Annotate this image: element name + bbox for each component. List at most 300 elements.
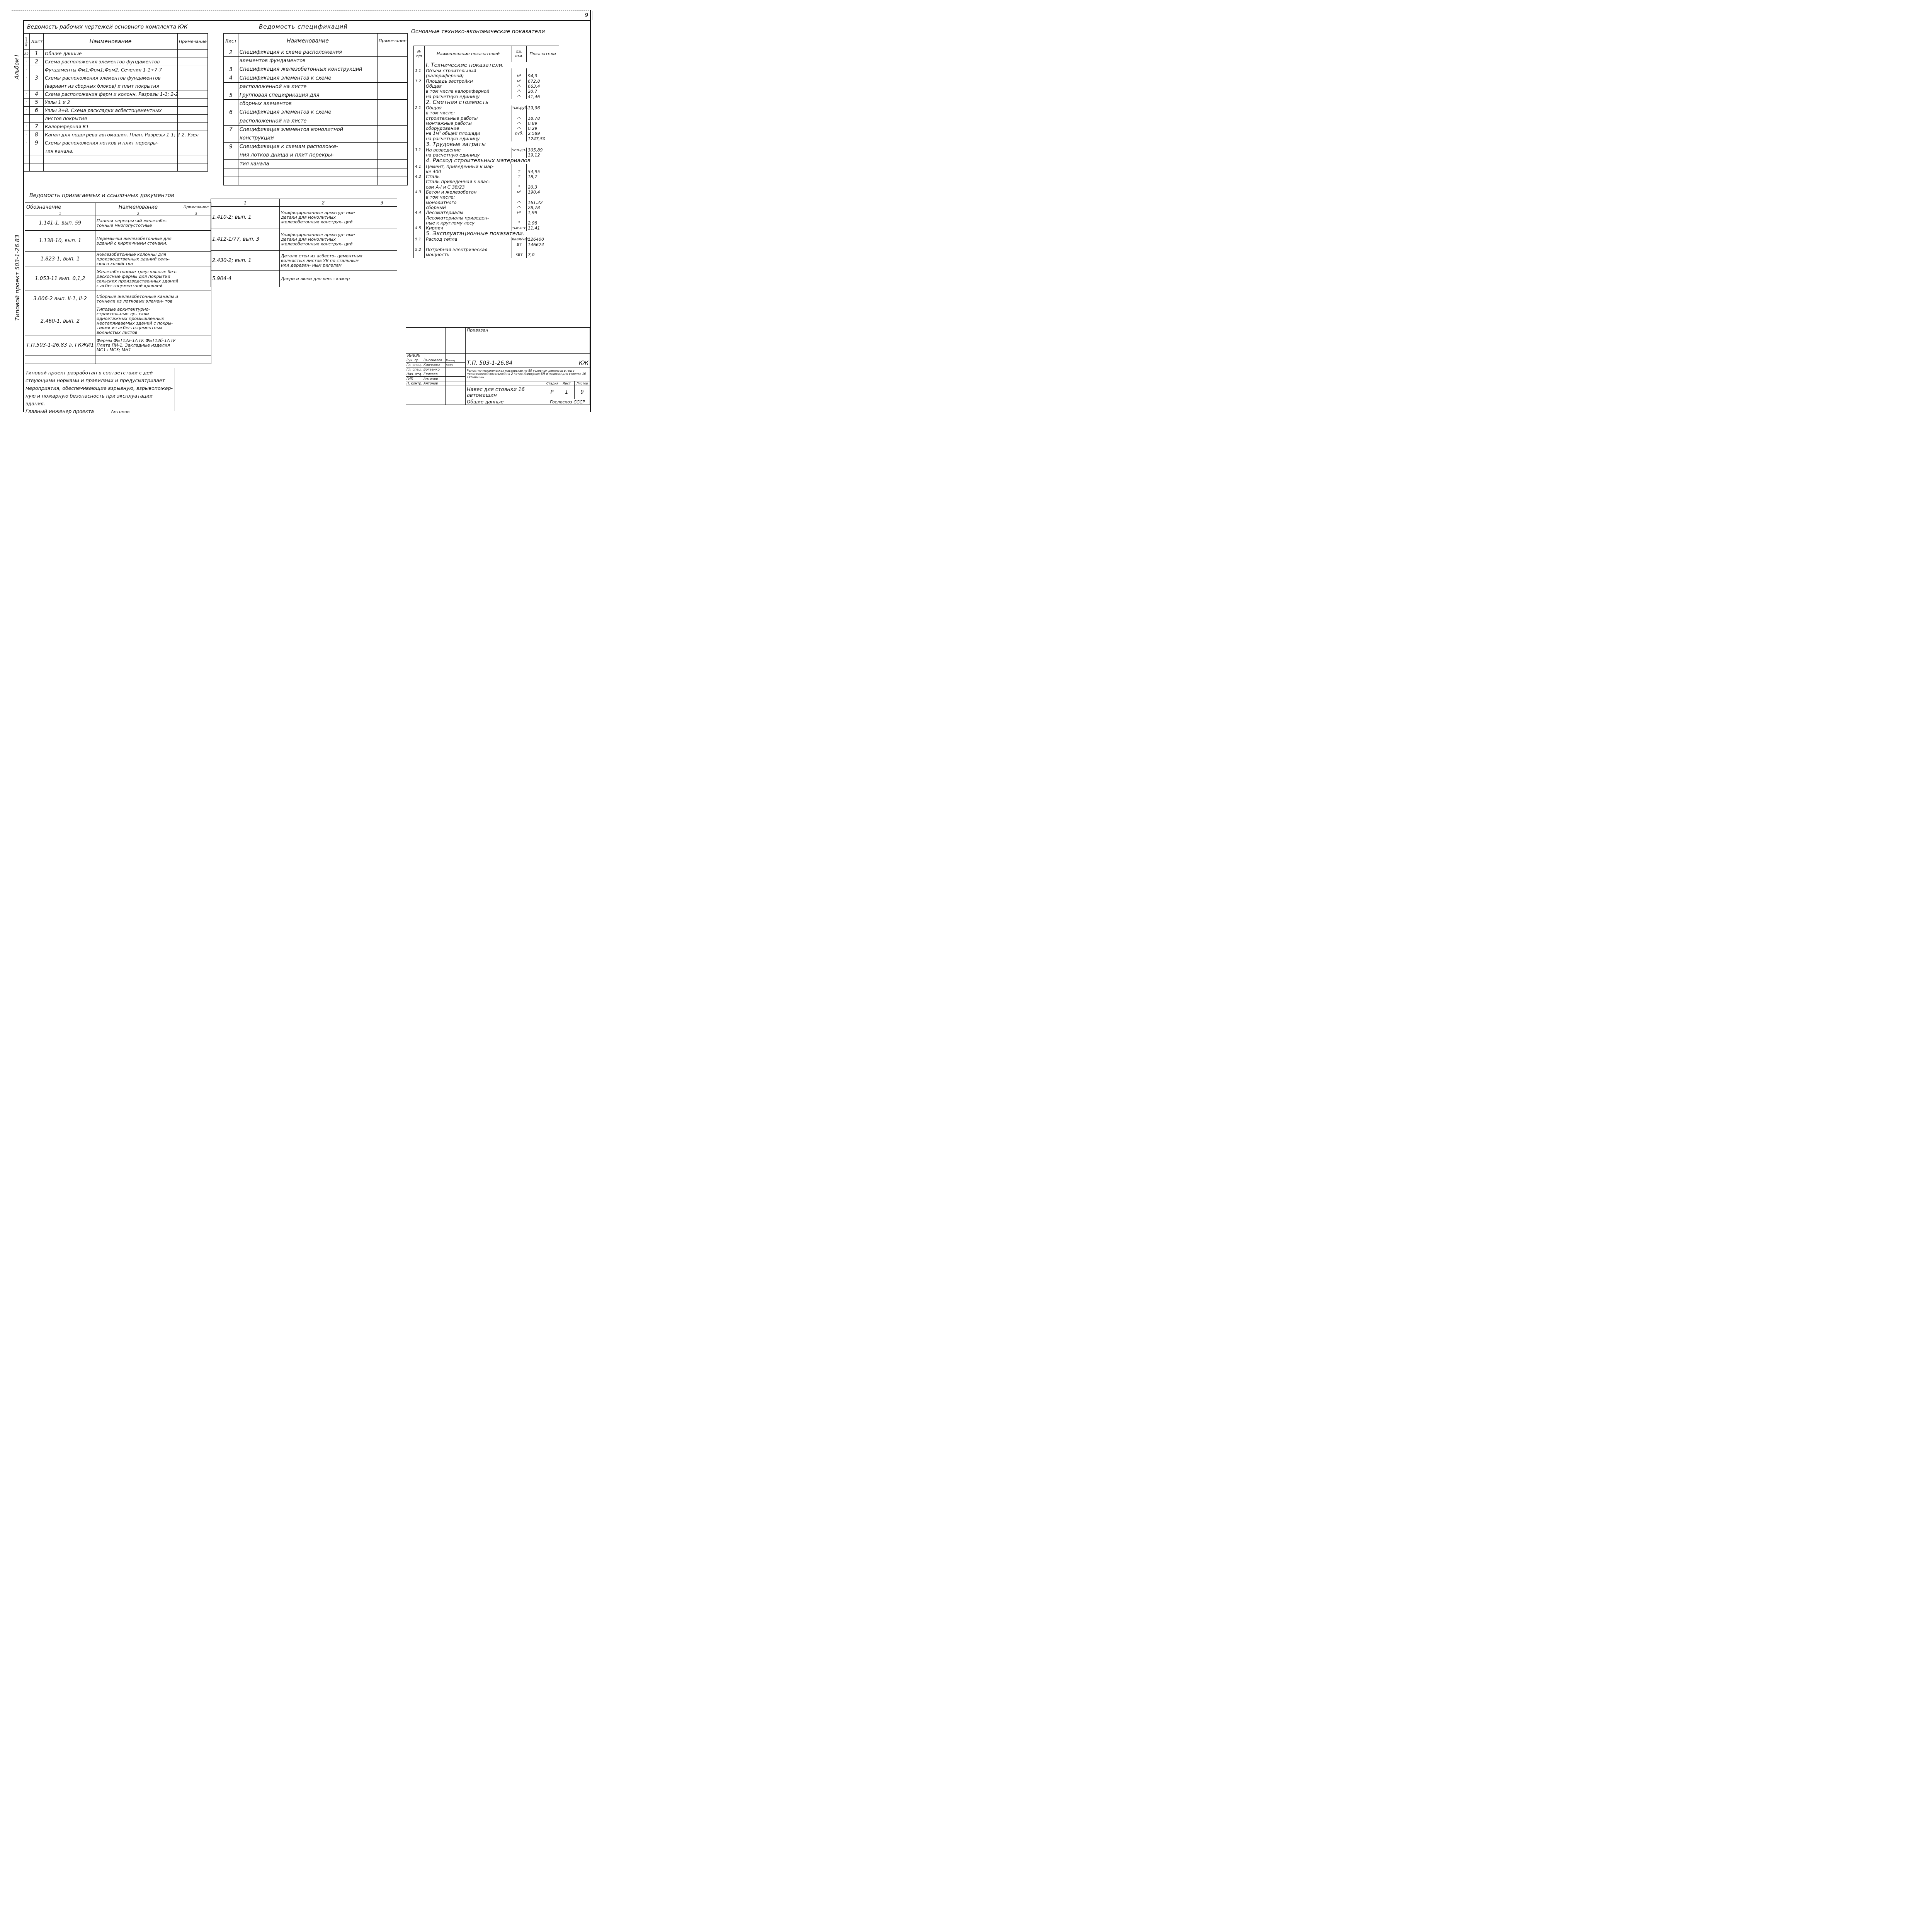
refdocs-row	[25, 216, 211, 231]
refdocs-code: Т.П.503-1-26.83 а. I КЖИ1	[25, 335, 95, 355]
indicators-value	[527, 215, 559, 220]
specs-name: расположенной на листе	[238, 82, 378, 91]
signature-row	[406, 358, 590, 363]
specs-name: Спецификация к схемам расположе-	[238, 143, 378, 151]
indicators-section	[414, 231, 559, 237]
specs-name: Спецификация элементов к схеме	[238, 74, 378, 82]
refdocs-right-note	[367, 251, 397, 271]
specs-sheet: 5	[224, 91, 238, 99]
drawings-note	[178, 66, 208, 74]
specs-row	[224, 91, 408, 99]
title-block	[406, 327, 590, 405]
drawings-row	[24, 131, 208, 139]
indicators-header-unit: Ед. изм.	[512, 46, 527, 62]
indicators-unit: -"-	[512, 126, 527, 131]
indicators-num	[414, 205, 425, 210]
specs-note	[378, 100, 408, 108]
refdocs-code: 1.053-11 вып. 0,1,2	[25, 267, 95, 291]
sheets-label: Листов	[575, 381, 590, 386]
indicators-name: Расход тепла	[425, 237, 512, 242]
indicators-row	[414, 153, 559, 158]
indicators-unit: чел.дн.	[512, 148, 526, 152]
drawings-name: Схема расположения ферм и колонн. Разрезы 1-1; 2-2	[44, 90, 178, 99]
specs-name	[238, 177, 378, 185]
indicators-name: Кирпич	[425, 226, 512, 231]
indicators-value	[527, 164, 559, 169]
drawing-sheet	[0, 0, 604, 425]
indicators-name: (калориферной)	[425, 73, 512, 78]
specs-note	[378, 160, 408, 168]
drawings-note	[178, 58, 208, 66]
drawings-row	[24, 82, 208, 90]
indicators-num: 5.2	[414, 247, 425, 252]
indicators-unit: "	[512, 185, 527, 190]
indicators-num: 2.1	[414, 105, 425, 111]
indicators-value: 126400	[527, 237, 559, 242]
specs-note	[378, 65, 408, 74]
refdocs-code: 1.138-10, вып. 1	[25, 231, 95, 252]
indicators-row	[414, 89, 559, 94]
specs-row	[224, 100, 408, 108]
indicators-value: 18,7	[527, 174, 559, 179]
indicators-unit	[512, 179, 527, 184]
refdocs-right-colnum-3: 3	[367, 199, 397, 207]
drawings-sheet: 2	[30, 58, 44, 66]
indicators-row	[414, 185, 559, 190]
indicators-row	[414, 252, 559, 257]
indicators-row	[414, 84, 559, 89]
signature-role: Рук. гр.	[406, 358, 423, 363]
drawings-name: (вариант из сборных блоков) и плит покрытия	[44, 82, 178, 90]
indicators-row	[414, 190, 559, 195]
specs-name: Спецификация элементов монолитной	[238, 125, 378, 134]
specs-name: расположенной на листе	[238, 117, 378, 125]
side-album-label: Альбом I	[14, 54, 20, 79]
signature-name: Богаенко	[423, 367, 446, 372]
indicators-unit: м³	[512, 190, 527, 195]
indicators-num	[414, 73, 425, 78]
drawings-row	[24, 123, 208, 131]
indicators-header-value: Показатели	[527, 46, 559, 62]
drawings-name: Фундаменты Фм1;Фом1;Фом2. Сечения 1-1÷7-7	[44, 66, 178, 74]
specs-note	[378, 168, 408, 177]
indicators-name: монтажные работы	[425, 121, 512, 126]
refdocs-note	[181, 291, 211, 307]
indicators-num	[414, 116, 425, 121]
indicators-row	[414, 126, 559, 131]
specs-row	[224, 177, 408, 185]
specs-note	[378, 125, 408, 134]
refdocs-row	[25, 267, 211, 291]
indicators-value: 54,95	[527, 169, 559, 174]
drawings-row	[24, 115, 208, 123]
indicators-value	[527, 68, 559, 73]
drawings-name: Схема расположения элементов фундаментов	[44, 58, 178, 66]
drawings-note	[178, 123, 208, 131]
specs-header-sheet: Лист	[224, 34, 238, 48]
specs-sheet: 4	[224, 74, 238, 82]
signature-mark: Высоц	[446, 358, 457, 363]
drawings-note	[178, 115, 208, 123]
specs-row	[224, 65, 408, 74]
indicators-name: Цемент, приведенный к мар-	[425, 164, 512, 169]
indicators-num	[414, 179, 425, 184]
indicators-name: Сталь приведенная к клас-	[425, 179, 512, 184]
indicators-num: 4.5	[414, 226, 425, 231]
indicators-unit	[512, 136, 527, 141]
project-code: Т.П. 503-1-26.84	[467, 360, 513, 366]
indicators-unit: -"-	[512, 84, 527, 89]
signature-name: Клочкова	[423, 363, 446, 367]
indicators-row	[414, 131, 559, 136]
drawings-sheet	[30, 82, 44, 90]
indicators-value: 94,9	[527, 73, 559, 78]
bound-label: Привязан	[466, 328, 545, 339]
sheet-number: 9	[581, 11, 592, 20]
drawings-header-format: Формат	[24, 34, 30, 50]
indicators-unit: тыс.руб.	[512, 105, 528, 110]
project-mark: КЖ	[579, 360, 589, 366]
drawings-title: Ведомость рабочих чертежей основного комплекта КЖ	[27, 24, 188, 30]
indicators-row	[414, 169, 559, 174]
sheet-right-border	[590, 10, 591, 412]
specs-sheet	[224, 151, 238, 160]
drawings-sheet	[30, 147, 44, 155]
refdocs-row	[25, 307, 211, 335]
drawings-note	[178, 99, 208, 107]
note-line: ствующими нормами и правилами и предусматривает	[26, 378, 165, 383]
drawings-format: "	[24, 139, 30, 147]
drawings-format: "	[24, 123, 30, 131]
indicators-num	[414, 185, 425, 190]
drawings-row	[24, 107, 208, 115]
indicators-value: 11,41	[527, 226, 559, 231]
indicators-num	[414, 126, 425, 131]
indicators-name: Общая	[425, 84, 512, 89]
refdocs-right-note	[367, 228, 397, 251]
refdocs-header-name: Наименование	[95, 203, 181, 212]
refdocs-right-colnum-1: 1	[211, 199, 280, 207]
indicators-row	[414, 116, 559, 121]
drawings-row	[24, 66, 208, 74]
refdocs-right-note	[367, 207, 397, 228]
drawings-row	[24, 99, 208, 107]
indicators-unit	[512, 247, 527, 252]
drawings-name: Узлы 1 и 2	[44, 99, 178, 107]
refdocs-right-row	[211, 207, 397, 228]
refdocs-name: Железобетонные колонны для производственных зданий сель- ского хозяйства	[95, 252, 181, 267]
side-project-label: Типовой проект 503-1-26.83	[14, 235, 21, 321]
indicators-unit: -"-	[512, 200, 527, 205]
drawings-note	[178, 82, 208, 90]
drawings-format: А2	[24, 50, 30, 58]
refdocs-right-code: 2.430-2; вып. 1	[211, 251, 280, 271]
specs-table	[223, 33, 408, 185]
drawings-row	[24, 50, 208, 58]
specs-sheet	[224, 100, 238, 108]
specs-note	[378, 82, 408, 91]
indicators-num	[414, 252, 425, 257]
indicators-num	[414, 131, 425, 136]
specs-name: Спецификация к схеме расположения	[238, 48, 378, 57]
indicators-unit: -"-	[512, 94, 527, 99]
indicators-unit: ккал/час	[512, 237, 529, 242]
note-line: мероприятия, обеспечивающие взрывную, взрывопожар-	[26, 385, 173, 391]
indicators-section-title: 4. Расход строительных материалов	[425, 158, 559, 164]
specs-name	[238, 168, 378, 177]
indicators-value	[527, 111, 559, 116]
specs-note	[378, 151, 408, 160]
drawings-format: "	[24, 99, 30, 107]
indicators-row	[414, 136, 559, 141]
specs-sheet	[224, 177, 238, 185]
indicators-row	[414, 148, 559, 153]
drawings-note	[178, 155, 208, 163]
specs-row	[224, 134, 408, 142]
indicators-unit	[512, 68, 527, 73]
indicators-unit: т	[512, 174, 527, 179]
indicators-section	[414, 62, 559, 69]
indicators-name: монолитного	[425, 200, 512, 205]
indicators-name: Лесоматериалы приведен-	[425, 215, 512, 220]
specs-sheet: 7	[224, 125, 238, 134]
indicators-row	[414, 221, 559, 226]
specs-row	[224, 143, 408, 151]
specs-name: сборных элементов	[238, 100, 378, 108]
indicators-name: на расчетную единицу	[425, 136, 512, 141]
drawings-format: "	[24, 58, 30, 66]
specs-sheet	[224, 117, 238, 125]
signature-mark	[446, 372, 457, 377]
indicators-row	[414, 242, 559, 247]
indicators-value: 2,589	[527, 131, 559, 136]
indicators-num	[414, 84, 425, 89]
signature-role: ГИП	[406, 377, 423, 381]
refdocs-left-table	[25, 202, 211, 364]
drawings-sheet	[30, 163, 44, 172]
drawings-sheet: 4	[30, 90, 44, 99]
signature-row	[406, 367, 590, 372]
indicators-unit: м³	[512, 210, 527, 215]
drawings-name: Общие данные	[44, 50, 178, 58]
org-name: Гослесхоз СССР	[545, 399, 590, 405]
indicators-name: на расчетную единицу	[425, 153, 512, 158]
indicators-name: Бетон и железобетон	[425, 190, 512, 195]
refdocs-header-note: Примечание	[181, 203, 211, 212]
indicators-section	[414, 158, 559, 164]
indicators-name: Объем строительный	[425, 68, 512, 73]
refdocs-code: 2.460-1, вып. 2	[25, 307, 95, 335]
indicators-row	[414, 73, 559, 78]
indicators-row	[414, 179, 559, 184]
drawings-header-name: Наименование	[44, 34, 178, 50]
specs-row	[224, 151, 408, 160]
specs-sheet: 3	[224, 65, 238, 74]
indicators-num: 1.2	[414, 79, 425, 84]
drawings-row	[24, 90, 208, 99]
indicators-section-title: 5. Эксплуатационные показатели.	[425, 231, 559, 237]
signature-mark	[446, 377, 457, 381]
specs-note	[378, 91, 408, 99]
signature-mark	[446, 367, 457, 372]
signature-name: Антонов	[423, 381, 446, 386]
chief-engineer-label: Главный инженер проекта	[26, 408, 94, 414]
indicators-value: 28,78	[527, 205, 559, 210]
note-line: Типовой проект разработан в соответствии с дей-	[26, 370, 155, 376]
drawings-note	[178, 107, 208, 115]
refdocs-name: Перемычки железобетонные для зданий с кирпичными стенами.	[95, 231, 181, 252]
indicators-num: 5.1	[414, 237, 425, 242]
indicators-num	[414, 215, 425, 220]
sheet-label: Лист	[559, 381, 575, 386]
drawings-sheet: 3	[30, 74, 44, 82]
indicators-name: На возведение	[425, 148, 512, 153]
object-name: Навес для стоянки 16 автомашин	[466, 386, 545, 399]
specs-header-name: Наименование	[238, 34, 378, 48]
refdocs-right-row	[211, 228, 397, 251]
specs-row	[224, 168, 408, 177]
inv-label: Инв.№	[406, 354, 423, 358]
indicators-name: Общая	[425, 105, 512, 111]
indicators-name: Сталь	[425, 174, 512, 179]
specs-title: Ведомость спецификаций	[259, 23, 348, 30]
indicators-num: 1.1	[414, 68, 425, 73]
specs-row	[224, 160, 408, 168]
specs-sheet	[224, 168, 238, 177]
indicators-num: 3.1	[414, 148, 425, 153]
specs-row	[224, 74, 408, 82]
indicators-value	[527, 195, 559, 200]
indicators-value: 18,78	[527, 116, 559, 121]
indicators-num: 4.4	[414, 210, 425, 215]
refdocs-note	[181, 216, 211, 231]
refdocs-colnum-1: 1	[25, 212, 95, 216]
indicators-value	[527, 247, 559, 252]
indicators-name: на 1м² общей площади	[425, 131, 512, 136]
indicators-name: в том числе:	[425, 111, 512, 116]
indicators-row	[414, 111, 559, 116]
indicators-row	[414, 247, 559, 252]
drawings-name	[44, 163, 178, 172]
indicators-value: 19,96	[527, 105, 559, 111]
indicators-unit: -"-	[512, 116, 527, 121]
specs-note	[378, 117, 408, 125]
indicators-section	[414, 99, 559, 105]
indicators-unit: м³	[512, 73, 527, 78]
drawings-header-sheet: Лист	[30, 34, 44, 50]
drawings-row	[24, 74, 208, 82]
indicators-unit: -"-	[512, 89, 527, 94]
indicators-name: Площадь застройки	[425, 79, 512, 84]
drawings-sheet: 5	[30, 99, 44, 107]
drawings-name: Схемы расположения элементов фундаментов	[44, 74, 178, 82]
refdocs-code: 1.141-1, вып. 59	[25, 216, 95, 231]
indicators-name: сборный	[425, 205, 512, 210]
indicators-unit	[512, 111, 527, 116]
indicators-value: 146624	[527, 242, 559, 247]
refdocs-right-table	[211, 199, 397, 287]
specs-row	[224, 108, 408, 117]
refdocs-code: 3.006-2 вып. II-1, II-2	[25, 291, 95, 307]
drawings-row	[24, 155, 208, 163]
refdocs-colnum-2: 2	[95, 212, 181, 216]
indicators-section-title: 3. Трудовые затраты	[425, 141, 559, 148]
drawings-format	[24, 115, 30, 123]
project-description: Ремонтно-механическая мастерская на 80 условных ремонтов в год с пристроенной котельной на 2 котла Универсал-6М и навесом для стоянки 16 автомашин	[466, 367, 590, 381]
drawings-name: тия канала.	[44, 147, 178, 155]
specs-row	[224, 82, 408, 91]
indicators-name: в том числе калориферной	[425, 89, 512, 94]
drawings-sheet	[30, 66, 44, 74]
indicators-row	[414, 121, 559, 126]
refdocs-right-colnum-2: 2	[280, 199, 367, 207]
signature-role: Н. контр.	[406, 381, 422, 386]
sheet-value: 1	[559, 386, 575, 399]
indicators-unit: "	[512, 221, 527, 226]
specs-sheet: 2	[224, 48, 238, 57]
indicators-table	[413, 46, 559, 258]
indicators-row	[414, 174, 559, 179]
signature-row	[406, 381, 590, 386]
indicators-name: в том числе:	[425, 195, 512, 200]
indicators-value: 672,8	[527, 79, 559, 84]
specs-note	[378, 108, 408, 117]
drawings-sheet: 6	[30, 107, 44, 115]
project-note	[26, 369, 176, 416]
specs-name: конструкции	[238, 134, 378, 142]
indicators-unit: -"-	[512, 121, 527, 126]
indicators-num	[414, 121, 425, 126]
indicators-unit: Вт	[512, 242, 527, 247]
indicators-row	[414, 68, 559, 73]
drawings-name	[44, 155, 178, 163]
signature-mark: Клоч	[446, 363, 457, 367]
indicators-unit	[512, 164, 527, 169]
drawings-row	[24, 163, 208, 172]
sheets-value: 9	[575, 386, 590, 399]
refdocs-right-code: 5.904-4	[211, 271, 280, 287]
note-line: здания.	[26, 401, 45, 406]
refdocs-right-code: 1.410-2; вып. 1	[211, 207, 280, 228]
indicators-num	[414, 89, 425, 94]
indicators-row	[414, 210, 559, 215]
drawings-note	[178, 74, 208, 82]
specs-note	[378, 48, 408, 57]
specs-sheet	[224, 134, 238, 142]
indicators-row	[414, 237, 559, 242]
drawings-name: Калориферная К1	[44, 123, 178, 131]
indicators-unit: руб.	[512, 131, 527, 136]
specs-header-note: Примечание	[378, 34, 408, 48]
sheet-frame-top	[23, 20, 590, 21]
indicators-num: 4.1	[414, 164, 425, 169]
refdocs-note	[181, 335, 211, 355]
specs-name: Спецификация железобетонных конструкций	[238, 65, 378, 74]
specs-sheet	[224, 82, 238, 91]
drawings-format: "	[24, 74, 30, 82]
refdocs-colnum-3: 3	[181, 212, 211, 216]
chief-engineer-name: Антонов	[111, 409, 130, 414]
note-line: ную и пожарную безопасность при эксплуатации	[26, 393, 153, 399]
drawings-table	[23, 33, 208, 172]
indicators-row	[414, 226, 559, 231]
drawings-format	[24, 147, 30, 155]
refdocs-right-row	[211, 251, 397, 271]
refdocs-name: Типовые архитектурно-строительные де- тали одноэтажных промышленных неотапливаемых зданий с покры- тиями из асбесто-цементных волнистых листов	[95, 307, 181, 335]
indicators-row	[414, 94, 559, 99]
drawings-name: листов покрытия	[44, 115, 178, 123]
specs-row	[224, 48, 408, 57]
